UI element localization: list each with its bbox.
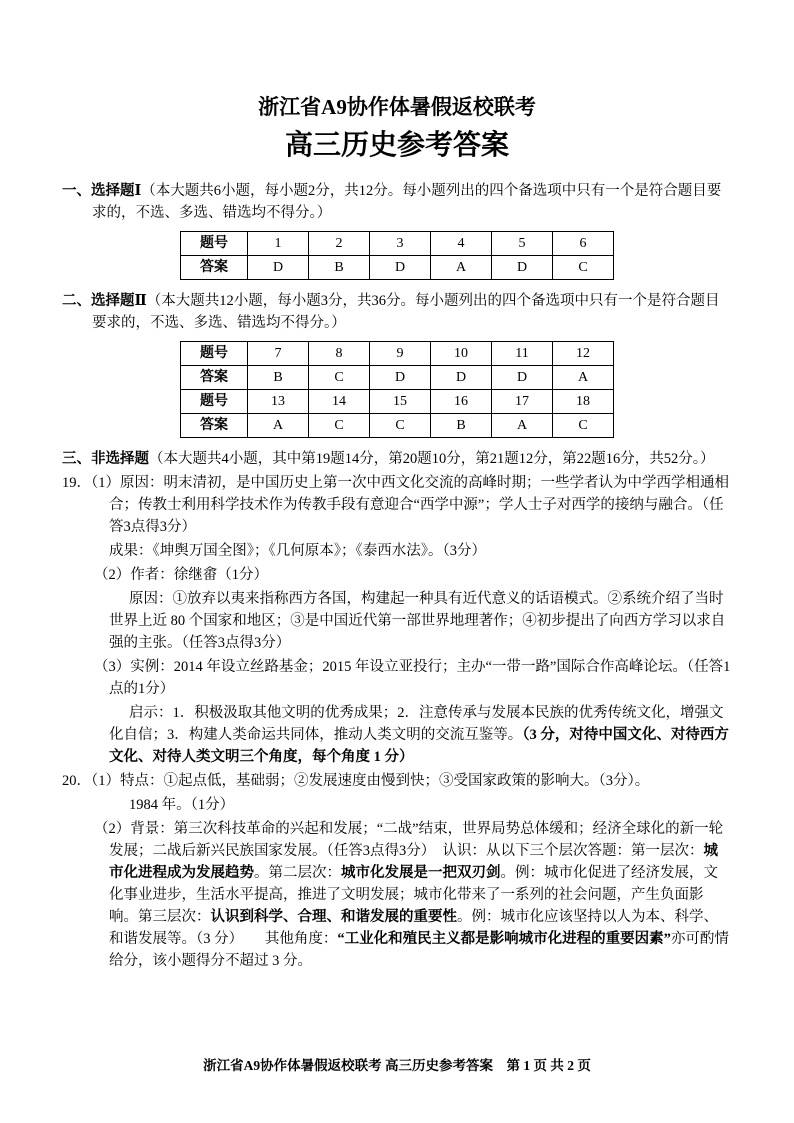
answer-19-1-result: 成果：《坤舆万国全图》；《几何原本》；《泰西水法》。（3分） — [109, 543, 486, 559]
table-cell: 2 — [309, 232, 370, 256]
answer-19-1-reason: 19．（1）原因：明末清初，是中国历史上第一次中西文化交流的高峰时期；一些学者认为中学西学相通相合；传教士利用科学技术作为传教手段有意迎合“西学中源”；学人士子对西学的接纳与融合。（任答3点得3分） — [62, 475, 729, 535]
table-cell: B — [309, 256, 370, 280]
table-cell: 答案 — [181, 256, 248, 280]
table-cell: 8 — [309, 342, 370, 366]
table-cell: B — [431, 414, 492, 438]
section-2-heading — [62, 290, 732, 334]
inspiration-scoring-note: （3 分，对待中国文化、对待西方文化、对待人类文明三个角度，每个角度 1 分） — [109, 727, 729, 765]
table-cell: 14 — [309, 390, 370, 414]
table-cell: A — [431, 256, 492, 280]
answer-20-2-background — [62, 818, 732, 972]
table-cell: 15 — [370, 390, 431, 414]
table-cell: A — [248, 414, 309, 438]
table-cell: 答案 — [181, 366, 248, 390]
level-1-keypoint: 城市化进程成为发展趋势 — [109, 843, 718, 881]
table-cell: 13 — [248, 390, 309, 414]
table-cell: 题号 — [181, 390, 248, 414]
table-cell: 18 — [553, 390, 614, 414]
table-cell: 答案 — [181, 414, 248, 438]
table-cell: 17 — [492, 390, 553, 414]
answer-table-1 — [180, 231, 614, 280]
background-text: （2）背景：第三次科技革命的兴起和发展；“二战”结束，世界局势总体缓和；经济全球化的新一轮发展；二战后新兴民族国家发展。（任答3点得3分） 认识：从以下三个层次答题：第一层次： — [94, 821, 724, 859]
table-cell: B — [248, 366, 309, 390]
other-angle-note: 亦可酌情给分，该小题得分不超过 3 分。 — [109, 931, 729, 969]
answer-19-3-example: （3）实例：2014 年设立丝路基金；2015 年设立亚投行；主办“一带一路”国际合作高峰论坛。（任答1点的1分） — [94, 659, 731, 697]
section-1-desc: （本大题共6小题，每小题2分，共12分。每小题列出的四个备选项中只有一个是符合题目要求的，不选、多选、错选均不得分。） — [92, 183, 722, 221]
table-cell: C — [553, 414, 614, 438]
table-cell: A — [553, 366, 614, 390]
inspiration-text: 启示：1．积极汲取其他文明的优秀成果；2．注意传承与发展本民族的优秀传统文化，增强文化自信；3．构建人类命运共同体，推动人类文明的交流互鉴等。 — [109, 705, 724, 743]
table-cell: A — [492, 414, 553, 438]
section-3-desc: （本大题共4小题，其中第19题14分，第20题10分，第21题12分，第22题16分，共52分。） — [149, 451, 715, 467]
table-cell: 9 — [370, 342, 431, 366]
table-cell: 4 — [431, 232, 492, 256]
table-row — [181, 342, 614, 366]
level-3-keypoint: 认识到科学、合理、和谐发展的重要性 — [210, 909, 457, 925]
table-cell: C — [309, 366, 370, 390]
table-cell: D — [370, 366, 431, 390]
answer-19-3-inspiration — [109, 702, 732, 768]
table-cell: 题号 — [181, 342, 248, 366]
table-row — [181, 232, 614, 256]
table-cell: 7 — [248, 342, 309, 366]
table-cell: 5 — [492, 232, 553, 256]
answer-20-1-features: 20．（1）特点：①起点低，基础弱；②发展速度由慢到快；③受国家政策的影响大。（3分）。 — [62, 773, 650, 789]
table-cell: D — [370, 256, 431, 280]
connector-text: 。第二层次： — [254, 865, 341, 881]
table-cell: 6 — [553, 232, 614, 256]
table-row — [181, 414, 614, 438]
page-footer: 浙江省A9协作体暑假返校联考 高三历史参考答案 第 1 页 共 2 页 — [203, 1058, 591, 1073]
table-row — [181, 390, 614, 414]
table-cell: 题号 — [181, 232, 248, 256]
level-2-example: 。例：城市化促进了经济发展，文化事业进步，生活水平提高，推进了文明发展；城市化带来了一系列的社会问题，产生负面影响。第三层次： — [109, 865, 718, 925]
table-row — [181, 256, 614, 280]
page-title: 高三历史参考答案 — [284, 130, 509, 161]
section-3-label: 三、非选择题 — [62, 451, 149, 467]
table-cell: 1 — [248, 232, 309, 256]
table-cell: D — [248, 256, 309, 280]
section-2-desc: （本大题共12小题，每小题3分，共36分。每小题列出的四个备选项中只有一个是符合题目要求的，不选、多选、错选均不得分。） — [92, 293, 720, 331]
table-row — [181, 366, 614, 390]
other-angle-quote: “工业化和殖民主义都是影响城市化进程的重要因素” — [337, 931, 671, 947]
table-cell: 12 — [553, 342, 614, 366]
section-2-label: 二、选择题Ⅱ — [62, 293, 147, 309]
table-cell: C — [370, 414, 431, 438]
answer-20-1-year: 1984 年。（1分） — [129, 797, 235, 813]
section-1-label: 一、选择题Ⅰ — [62, 183, 142, 199]
table-cell: 16 — [431, 390, 492, 414]
level-3-example: 。例：城市化应该坚持以人为本、科学、和谐发展等。（3 分） 其他角度： — [109, 909, 718, 947]
answer-table-2 — [180, 341, 614, 438]
answer-19-2-author: （2）作者：徐继畬（1分） — [94, 567, 268, 583]
table-cell: 10 — [431, 342, 492, 366]
table-cell: 3 — [370, 232, 431, 256]
table-cell: D — [492, 256, 553, 280]
level-2-keypoint: 城市化发展是一把双刃剑 — [341, 865, 501, 881]
table-cell: D — [492, 366, 553, 390]
section-3-heading — [62, 448, 732, 470]
table-cell: C — [309, 414, 370, 438]
section-1-heading — [62, 180, 732, 224]
exam-title: 浙江省A9协作体暑假返校联考 — [258, 95, 536, 119]
table-cell: D — [431, 366, 492, 390]
table-cell: C — [553, 256, 614, 280]
table-cell: 11 — [492, 342, 553, 366]
answer-19-2-reason: 原因：①放弃以夷来指称西方各国，构建起一种具有近代意义的话语模式。②系统介绍了当时世界上近 80 个国家和地区；③是中国近代第一部世界地理著作；④初步提出了向西方学习以求自强的主张。（任答3点得3分） — [109, 591, 726, 651]
